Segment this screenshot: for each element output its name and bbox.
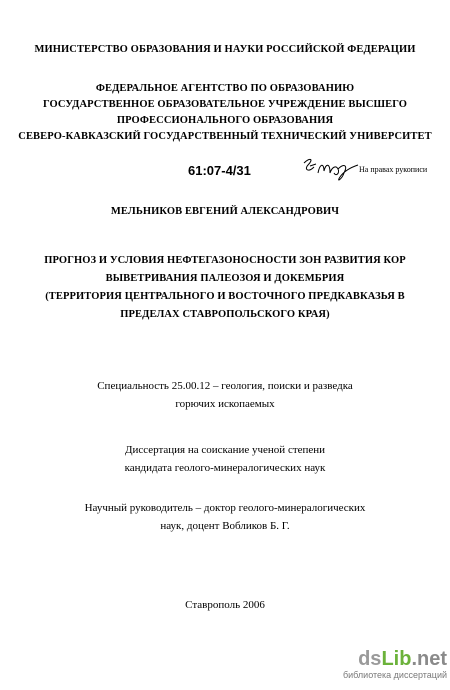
watermark-subtitle: библиотека диссертаций [342, 670, 447, 680]
agency-line: СЕВЕРО-КАВКАЗСКИЙ ГОСУДАРСТВЕННЫЙ ТЕХНИЧЕСКИЙ УНИВЕРСИТЕТ [18, 131, 432, 142]
title-line: ПРЕДЕЛАХ СТАВРОПОЛЬСКОГО КРАЯ) [120, 309, 330, 320]
specialty-line: горючих ископаемых [175, 398, 275, 410]
place-year: Ставрополь 2006 [185, 599, 265, 611]
ministry-heading: МИНИСТЕРСТВО ОБРАЗОВАНИЯ И НАУКИ РОССИЙСКОЙ ФЕДЕРАЦИИ [34, 44, 416, 55]
author-name: МЕЛЬНИКОВ ЕВГЕНИЙ АЛЕКСАНДРОВИЧ [110, 206, 340, 217]
library-code: 61:07-4/31 [188, 163, 251, 178]
agency-line: ГОСУДАРСТВЕННОЕ ОБРАЗОВАТЕЛЬНОЕ УЧРЕЖДЕНИЕ ВЫСШЕГО [42, 99, 408, 110]
title-line: (ТЕРРИТОРИЯ ЦЕНТРАЛЬНОГО И ВОСТОЧНОГО ПРЕДКАВКАЗЬЯ В [45, 291, 405, 302]
copyright-note: На правах рукописи [359, 165, 428, 174]
dslib-watermark [337, 648, 447, 680]
agency-line: ФЕДЕРАЛЬНОЕ АГЕНТСТВО ПО ОБРАЗОВАНИЮ [95, 83, 355, 94]
dslib-logo: dsLib.net [358, 648, 447, 670]
degree-line: Диссертация на соискание ученой степени [124, 444, 326, 456]
specialty-line: Специальность 25.00.12 – геология, поиски и разведка [97, 380, 353, 392]
title-line: ВЫВЕТРИВАНИЯ ПАЛЕОЗОЯ И ДОКЕМБРИЯ [105, 273, 345, 284]
title-line: ПРОГНОЗ И УСЛОВИЯ НЕФТЕГАЗОНОСНОСТИ ЗОН РАЗВИТИЯ КОР [44, 255, 406, 266]
supervisor-line: Научный руководитель – доктор геолого-минералогических [84, 502, 366, 514]
agency-line: ПРОФЕССИОНАЛЬНОГО ОБРАЗОВАНИЯ [116, 115, 334, 126]
degree-line: кандидата геолого-минералогических наук [124, 462, 326, 474]
supervisor-line: наук, доцент Вобликов Б. Г. [160, 520, 290, 532]
handwritten-signature [300, 153, 362, 185]
